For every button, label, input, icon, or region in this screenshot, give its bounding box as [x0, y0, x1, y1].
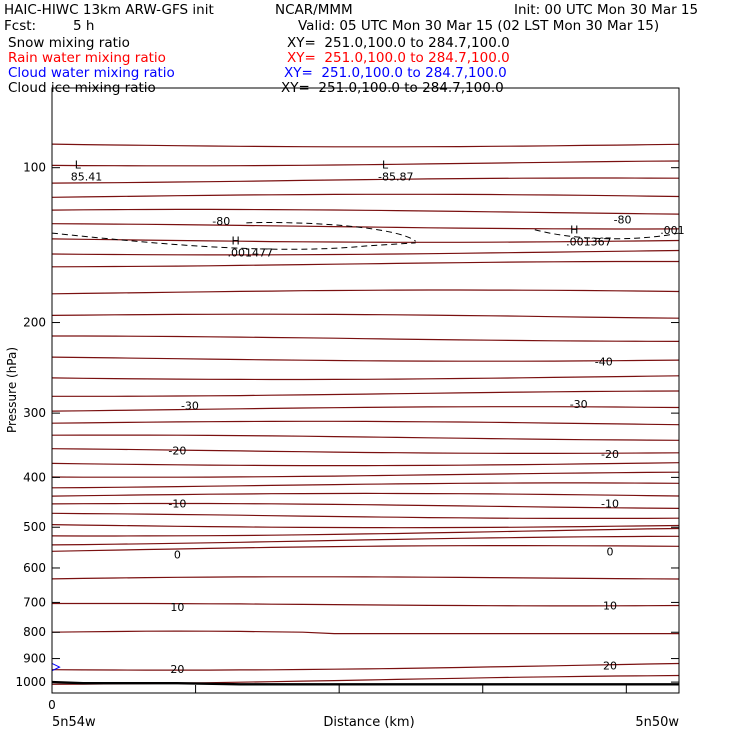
isotherm-line	[52, 536, 679, 545]
legend-name-rain: Rain water mixing ratio	[8, 50, 166, 66]
y-tick-label: 500	[23, 520, 46, 535]
isotherm-label: -10	[168, 497, 187, 511]
header-center: NCAR/MMM	[275, 2, 353, 18]
x-axis-label: Distance (km)	[323, 715, 415, 730]
isotherm-label: 20	[170, 662, 185, 676]
y-tick-label: 600	[23, 560, 46, 575]
isotherm-line	[52, 290, 679, 294]
isotherm-line	[52, 161, 679, 166]
x-endpoint-left: 5n54w	[52, 715, 96, 730]
extremum-marker: H	[231, 234, 240, 248]
isotherm-line	[52, 376, 679, 380]
isotherm-label: 20	[603, 659, 618, 673]
y-axis-label: Pressure (hPa)	[5, 346, 19, 434]
isotherm-label: -10	[601, 497, 620, 511]
isotherm-line	[52, 262, 679, 267]
isotherm-label: 0	[606, 545, 614, 559]
y-tick-label: 200	[23, 315, 46, 330]
isotherm-line	[52, 604, 679, 606]
extremum-value: .001	[660, 224, 685, 238]
y-tick-label: 1000	[15, 675, 46, 690]
isotherm-line	[52, 449, 679, 454]
legend-xy-rain: XY= 251.0,100.0 to 284.7,100.0	[287, 50, 510, 66]
header-init: Init: 00 UTC Mon 30 Mar 15	[514, 2, 699, 18]
isotherm-line	[52, 472, 679, 477]
legend-name-cloud-water: Cloud water mixing ratio	[8, 65, 175, 81]
header-title: HAIC-HIWC 13km ARW-GFS init	[4, 2, 214, 18]
isotherm-label: -20	[601, 447, 620, 461]
terrain-line	[52, 682, 679, 684]
plot-border	[52, 88, 679, 693]
plot-frame	[52, 88, 679, 693]
isotherm-line	[52, 224, 679, 229]
isotherm-label: 10	[603, 599, 618, 613]
isotherm-line	[52, 577, 679, 579]
isotherm-line	[52, 357, 679, 361]
legend-name-snow: Snow mixing ratio	[8, 35, 130, 51]
isotherm-line	[52, 314, 679, 318]
y-tick-label: 900	[23, 651, 46, 666]
isotherm-line	[52, 463, 679, 466]
header-fcst-value: 5 h	[73, 18, 95, 34]
extremum-marker: L	[74, 158, 81, 172]
isotherm-label: -20	[168, 444, 187, 458]
extremum-value: .001477	[227, 246, 274, 260]
isotherm-line	[52, 664, 679, 671]
isotherm-label: 0	[173, 548, 181, 562]
extremum-value: .001367	[566, 235, 612, 249]
isotherm-line	[52, 631, 679, 634]
isotherm-line	[52, 546, 679, 552]
extremum-marker: L	[382, 158, 389, 172]
isotherm-label: -30	[569, 398, 588, 412]
isotherm-line	[52, 513, 679, 518]
isotherm-line	[52, 251, 679, 255]
extremum-value: 85.41	[70, 170, 103, 184]
isotherm-line	[52, 525, 679, 528]
terrain-line	[52, 682, 679, 684]
legend-name-cloud-ice: Cloud ice mixing ratio	[8, 80, 156, 96]
y-tick-label: 400	[23, 470, 46, 485]
extremum-marker: H	[570, 223, 579, 237]
x-tick-label-zero: 0	[48, 698, 56, 712]
isotherm-line	[52, 178, 679, 183]
isotherm-label: -30	[180, 399, 199, 413]
y-tick-label: 300	[23, 406, 46, 421]
isotherm-line	[52, 194, 679, 197]
isotherm-line	[52, 209, 679, 214]
isotherm-label: 10	[170, 601, 185, 615]
extremum-value: -85.87	[378, 170, 414, 184]
legend-xy-cloud-ice: XY= 251.0,100.0 to 284.7,100.0	[281, 80, 504, 96]
isotherm-line	[52, 336, 679, 341]
x-endpoint-right: 5n50w	[635, 715, 679, 730]
y-tick-label: 100	[23, 160, 46, 175]
isotherm-label: -80	[613, 213, 632, 227]
isotherm-lines	[52, 144, 679, 684]
legend-xy-snow: XY= 251.0,100.0 to 284.7,100.0	[287, 35, 510, 51]
isotherm-line	[52, 493, 679, 496]
isotherm-label: -80	[212, 215, 231, 229]
isotherm-line	[52, 504, 679, 509]
legend-xy-cloud-water: XY= 251.0,100.0 to 284.7,100.0	[284, 65, 507, 81]
x-axis-ticks	[52, 685, 626, 693]
isotherm-line	[52, 391, 679, 396]
isotherm-line	[52, 529, 679, 537]
isotherm-line	[52, 421, 679, 424]
y-tick-label: 700	[23, 595, 46, 610]
isotherm-line	[52, 483, 679, 488]
y-tick-label: 800	[23, 625, 46, 640]
header-fcst-label: Fcst:	[4, 18, 37, 34]
isotherm-line	[52, 144, 679, 147]
isotherm-label: -40	[594, 355, 613, 369]
header-valid: Valid: 05 UTC Mon 30 Mar 15 (02 LST Mon 30 Mar 15)	[298, 18, 660, 34]
isotherm-line	[52, 435, 679, 440]
